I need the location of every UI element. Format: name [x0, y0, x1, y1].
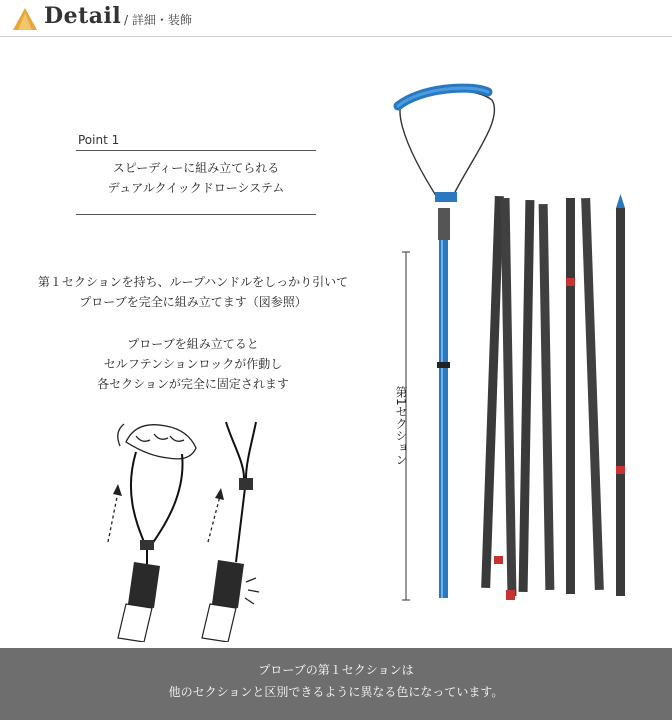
probe-product-image	[380, 80, 672, 620]
mountain-triangle-icon	[12, 7, 38, 31]
point-line-2: デュアルクイックドローシステム	[107, 181, 285, 195]
instruction-line: 第１セクションを持ち、ループハンドルをしっかり引いて	[37, 275, 349, 289]
click-lines-icon	[245, 578, 259, 604]
point-label: Point 1	[78, 133, 120, 147]
page-title: Detail	[44, 3, 122, 29]
probe-handle-left-icon	[118, 562, 160, 642]
instruction-line: 各セクションが完全に固定されます	[97, 377, 289, 391]
point-description	[76, 158, 316, 198]
lock-block-icon	[239, 478, 253, 490]
first-section-pole	[439, 240, 448, 598]
instruction-line: セルフテンションロックが作動し	[103, 357, 283, 371]
cable-left-icon	[131, 452, 183, 544]
arrow-up-icon	[208, 488, 224, 542]
arrow-up-icon	[108, 484, 122, 542]
assembly-illustration	[96, 412, 296, 642]
hand-pulling-icon	[118, 424, 196, 459]
probe-handle-right-icon	[202, 560, 244, 642]
footer-line-2: 他のセクションと区別できるように異なる色になっています。	[168, 685, 504, 699]
point-bottom-divider	[76, 214, 316, 215]
point-line-1: スピーディーに組み立てられる	[112, 161, 280, 175]
first-section-label: 第1セクション	[394, 386, 408, 466]
instruction-line: プローブを組み立てると	[127, 337, 259, 351]
footer-line-1: プローブの第１セクションは	[258, 663, 414, 677]
gray-sections	[481, 194, 625, 600]
loop-handle-icon	[398, 88, 495, 202]
instruction-line: プローブを完全に組み立てます（図参照）	[79, 295, 307, 309]
page-subtitle: / 詳細・装飾	[124, 13, 192, 27]
header	[0, 0, 672, 37]
cable-right-icon	[226, 422, 256, 562]
lock-block-icon	[438, 208, 450, 240]
point-top-divider	[76, 150, 316, 151]
instruction-paragraph-2	[0, 334, 386, 394]
handle-tab-icon	[435, 192, 457, 202]
instruction-paragraph-1	[0, 272, 386, 312]
lock-block-icon	[140, 540, 154, 550]
footer-note	[0, 648, 672, 720]
